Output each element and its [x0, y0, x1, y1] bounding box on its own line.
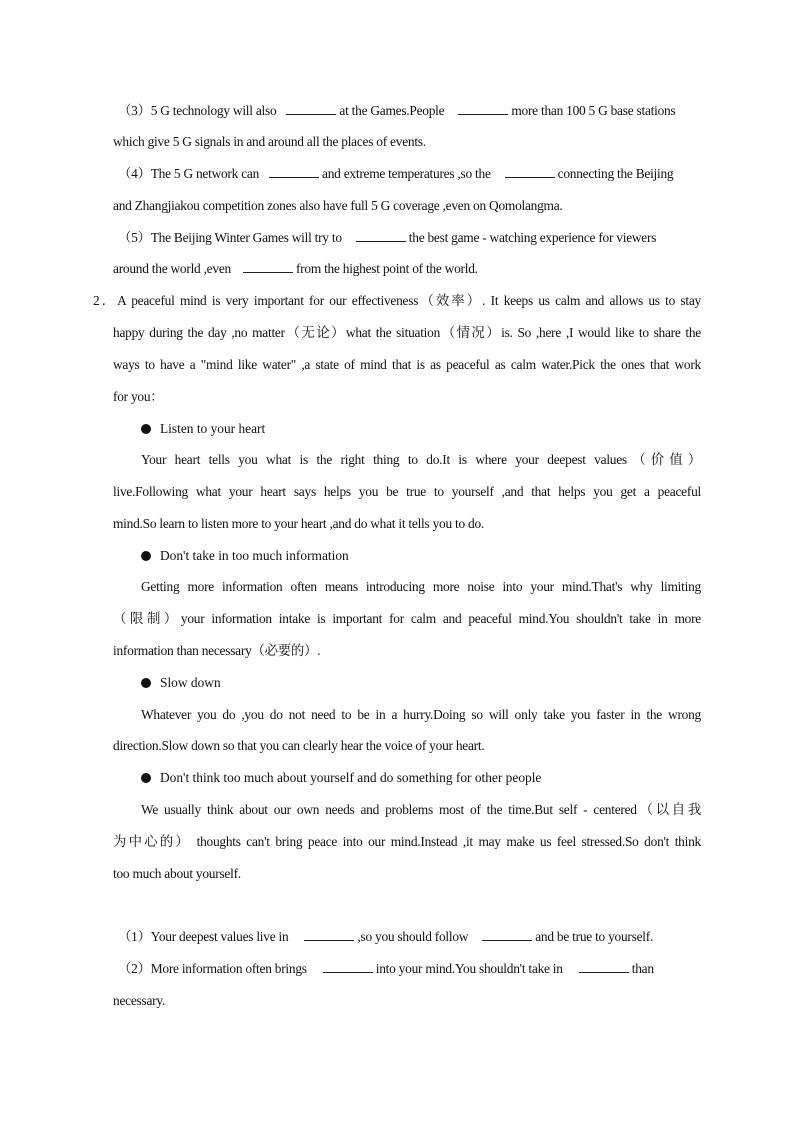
tip-line: direction.Slow down so that you can clearly hear the voice of your heart.	[113, 738, 485, 753]
tip-heading: Don't think too much about yourself and do something for other people	[141, 769, 541, 787]
q1-item-3-line2: which give 5 G signals in and around all the places of events.	[113, 134, 426, 149]
question-number: 2．	[93, 293, 118, 308]
tip-heading: Slow down	[141, 674, 221, 692]
answer-blank[interactable]	[323, 960, 373, 973]
answer-blank[interactable]	[304, 928, 354, 941]
answer-blank[interactable]	[579, 960, 629, 973]
question-2: （2）More information often brings into your mind.You shouldn't take in than	[118, 961, 654, 976]
q1-item-5-line2: around the world ,even from the highest point of the world.	[113, 261, 478, 276]
tip-line: live.Following what your heart says helps you be true to yourself ,and that helps you get a peaceful	[113, 484, 701, 499]
q1-item-5-line1: （5）The Beijing Winter Games will try to the best game - watching experience for viewers	[118, 230, 657, 245]
tip-line: Whatever you do ,you do not need to be in a hurry.Doing so will only take you faster in the wrong	[141, 707, 701, 722]
q1-item-4-line1: （4）The 5 G network can and extreme temperatures ,so the connecting the Beijing	[118, 166, 674, 181]
question-2-line2: necessary.	[113, 993, 166, 1008]
item-number: （3）	[118, 103, 151, 118]
answer-blank[interactable]	[482, 928, 532, 941]
tip-line: mind.So learn to listen more to your heart ,and do what it tells you to do.	[113, 516, 485, 531]
tip-line: We usually think about our own needs and problems most of the time.But self - centered（以自我	[141, 802, 701, 817]
answer-blank[interactable]	[269, 165, 319, 178]
question-1: （1）Your deepest values live in ,so you should follow and be true to yourself.	[118, 929, 654, 944]
tip-line: too much about yourself.	[113, 866, 241, 881]
q1-item-4-line2: and Zhangjiakou competition zones also have full 5 G coverage ,even on Qomolangma.	[113, 198, 563, 213]
bullet-icon	[141, 773, 151, 783]
bullet-icon	[141, 551, 151, 561]
item-number: （1）	[118, 929, 151, 944]
item-number: （2）	[118, 961, 151, 976]
answer-blank[interactable]	[458, 102, 508, 115]
tip-heading: Listen to your heart	[141, 420, 265, 438]
bullet-icon	[141, 678, 151, 688]
passage2-intro-line1: 2．A peaceful mind is very important for our effectiveness（效率）. It keeps us calm and allows us to stay	[93, 293, 701, 308]
item-number: （4）	[118, 166, 151, 181]
tip-heading: Don't take in too much information	[141, 547, 349, 565]
passage2-intro-line3: ways to have a "mind like water" ,a state of mind that is as peaceful as calm water.Pick the ones that work	[113, 357, 701, 372]
bullet-icon	[141, 424, 151, 434]
answer-blank[interactable]	[286, 102, 336, 115]
answer-blank[interactable]	[505, 165, 555, 178]
q1-item-3-line1: （3）5 G technology will also at the Games.People more than 100 5 G base stations	[118, 103, 676, 118]
tip-line: （限制）your information intake is important for calm and peaceful mind.You shouldn't take in more	[113, 611, 701, 626]
passage2-intro-line2: happy during the day ,no matter（无论）what the situation（情况）is. So ,here ,I would like to share the	[113, 325, 701, 340]
item-number: （5）	[118, 230, 151, 245]
tip-line: information than necessary（必要的）.	[113, 643, 321, 658]
tip-line: Your heart tells you what is the right thing to do.It is where your deepest values（价值）	[141, 452, 701, 467]
answer-blank[interactable]	[356, 229, 406, 242]
passage2-intro-line4: for you：	[113, 389, 164, 404]
answer-blank[interactable]	[243, 260, 293, 273]
tip-line: Getting more information often means introducing more noise into your mind.That's why limiting	[141, 579, 701, 594]
tip-line: 为中心的） thoughts can't bring peace into our mind.Instead ,it may make us feel stressed.So don't think	[113, 834, 701, 849]
